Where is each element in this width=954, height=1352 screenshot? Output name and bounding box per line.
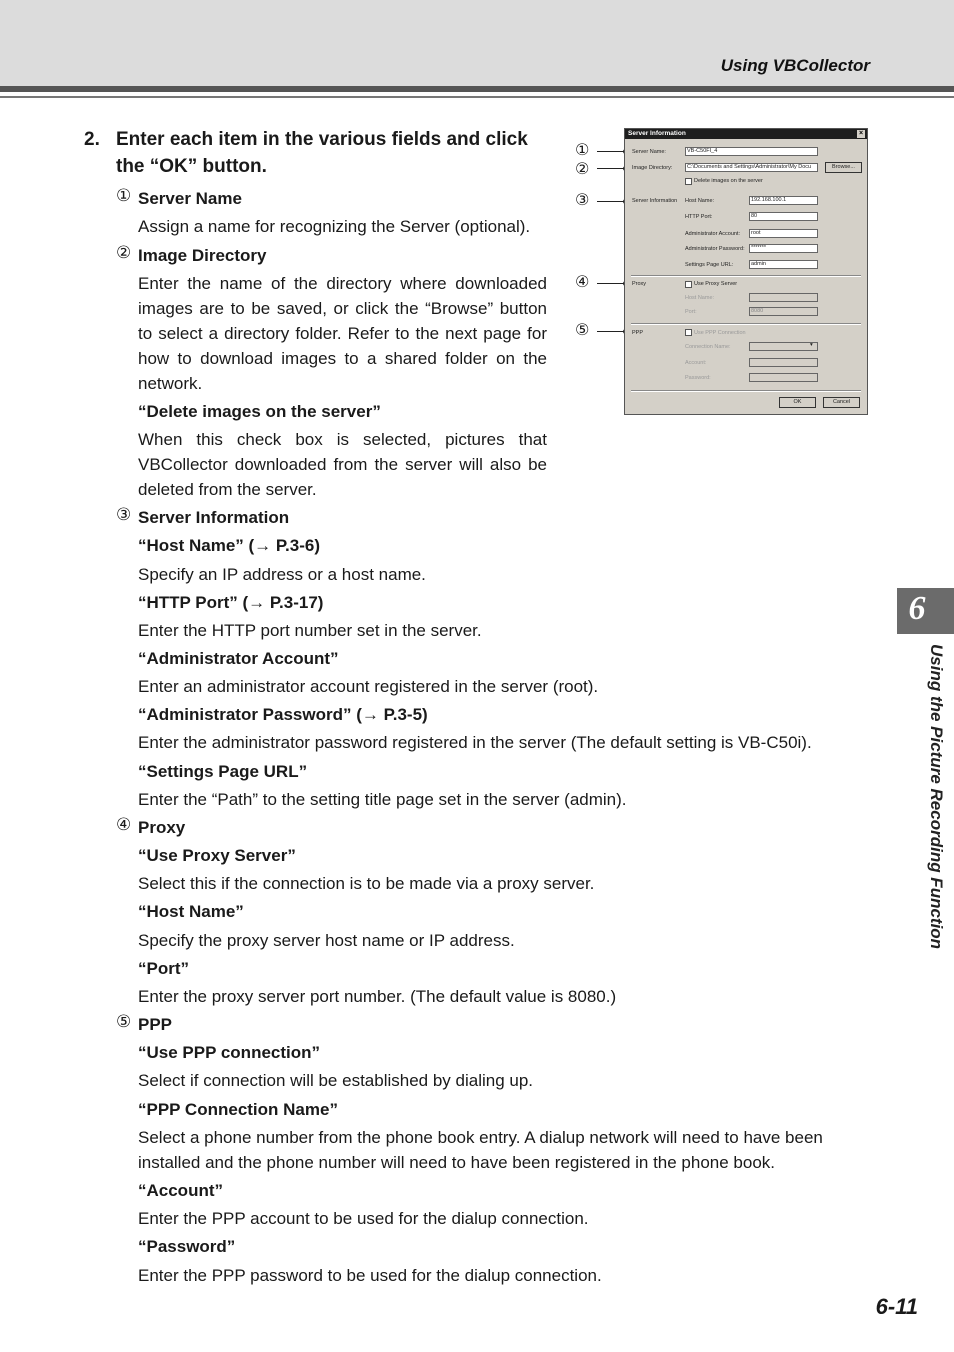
http-port-title: “HTTP Port” (→ P.3-17) <box>138 593 324 612</box>
page-number: 6-11 <box>875 1294 918 1319</box>
server-name-input[interactable]: VB-C50FI_4 <box>685 147 818 156</box>
marker-5: ⑤ <box>116 1012 132 1031</box>
delete-images-desc: When this check box is selected, pictures that VBCollector downloaded from the server will also be deleted from the server. <box>138 430 547 499</box>
marker-1: ① <box>116 186 132 205</box>
host-name-desc: Specify an IP address or a host name. <box>138 565 426 584</box>
use-ppp-title: “Use PPP connection” <box>138 1043 321 1062</box>
ppp-account-desc: Enter the PPP account to be used for the dialup connection. <box>138 1209 589 1228</box>
http-port-input[interactable]: 80 <box>749 212 818 221</box>
admin-password-desc: Enter the administrator password registered in the server (The default setting is VB-C50i). <box>138 733 812 752</box>
marker-3: ③ <box>116 505 132 524</box>
header-rule-thin <box>0 96 954 98</box>
proxy-port-title: “Port” <box>138 959 189 978</box>
callout-1: ① <box>575 142 590 159</box>
dlg-pass-label: Administrator Password: <box>685 246 745 252</box>
admin-password-input[interactable]: ******* <box>749 244 818 253</box>
http-port-desc: Enter the HTTP port number set in the server. <box>138 621 482 640</box>
use-proxy-desc: Select this if the connection is to be made via a proxy server. <box>138 874 595 893</box>
ok-button[interactable]: OK <box>779 397 816 408</box>
dlg-ppp-pass-label: Password: <box>685 375 711 381</box>
dlg-proxy-port-label: Port: <box>685 309 697 315</box>
settings-url-desc: Enter the “Path” to the setting title page set in the server (admin). <box>138 790 627 809</box>
use-ppp-desc: Select if connection will be established by dialing up. <box>138 1071 534 1090</box>
ppp-password-title: “Password” <box>138 1237 236 1256</box>
dlg-use-proxy-label: Use Proxy Server <box>694 281 738 287</box>
image-directory-input[interactable]: C:\Documents and Settings\Administrator\My Docu <box>685 163 818 172</box>
server-info-title: Server Information <box>138 508 290 527</box>
proxy-host-title: “Host Name” <box>138 902 244 921</box>
dlg-host-label: Host Name: <box>685 198 715 204</box>
dlg-use-ppp-label: Use PPP Connection <box>694 330 746 336</box>
ppp-account-input[interactable] <box>749 358 818 367</box>
close-icon[interactable]: × <box>858 130 864 137</box>
chapter-tab <box>897 588 954 634</box>
chapter-side-title: Using the Picture Recording Function <box>927 644 946 950</box>
ppp-title: PPP <box>138 1015 173 1034</box>
callout-line-5 <box>597 331 625 332</box>
dlg-image-dir-label: Image Directory: <box>632 165 673 171</box>
ppp-password-desc: Enter the PPP password to be used for the dialup connection. <box>138 1266 602 1285</box>
proxy-port-input[interactable]: 8080 <box>749 307 818 316</box>
cancel-button[interactable]: Cancel <box>823 397 860 408</box>
dlg-conn-label: Connection Name: <box>685 344 731 350</box>
dlg-port-label: HTTP Port: <box>685 214 713 220</box>
host-name-title: “Host Name” (→ P.3-6) <box>138 536 321 555</box>
connection-name-select[interactable] <box>749 342 818 351</box>
proxy-host-desc: Specify the proxy server host name or IP address. <box>138 931 515 950</box>
admin-account-input[interactable]: root <box>749 229 818 238</box>
proxy-port-desc: Enter the proxy server port number. (The default value is 8080.) <box>138 987 617 1006</box>
dlg-url-label: Settings Page URL: <box>685 262 734 268</box>
proxy-title: Proxy <box>138 818 186 837</box>
ppp-account-title: “Account” <box>138 1181 223 1200</box>
dlg-server-name-label: Server Name: <box>632 149 666 155</box>
image-directory-title: Image Directory <box>138 246 267 265</box>
admin-account-title: “Administrator Account” <box>138 649 339 668</box>
callout-3: ③ <box>575 192 590 209</box>
ppp-conn-name-title: “PPP Connection Name” <box>138 1100 338 1119</box>
callout-2: ② <box>575 161 590 178</box>
dlg-proxy-host-label: Host Name: <box>685 295 715 301</box>
dialog-separator <box>631 275 861 277</box>
callout-line-1 <box>597 151 625 152</box>
chapter-number: 6 <box>908 590 926 627</box>
admin-password-title: “Administrator Password” (→ P.3-5) <box>138 705 428 724</box>
server-information-dialog <box>624 128 868 415</box>
dlg-ppp-label: PPP <box>632 330 644 336</box>
callout-line-2 <box>597 168 625 169</box>
browse-button[interactable]: Browse... <box>825 162 862 173</box>
dialog-separator <box>631 323 861 325</box>
delete-images-title: “Delete images on the server” <box>138 402 381 421</box>
proxy-host-input[interactable] <box>749 293 818 302</box>
header-rule <box>0 86 954 92</box>
callout-5: ⑤ <box>575 322 590 339</box>
image-directory-desc: Enter the name of the directory where downloaded images are to be saved, or click the “Browse” button to select a directory folder. Refer to the next page for how to download images to a shared folder on the network. <box>138 274 547 393</box>
marker-2: ② <box>116 243 132 262</box>
callout-line-4 <box>597 283 625 284</box>
marker-4: ④ <box>116 815 132 834</box>
dialog-title: Server Information <box>628 130 686 137</box>
server-name-desc: Assign a name for recognizing the Server (optional). <box>138 217 531 236</box>
chevron-down-icon[interactable]: ▾ <box>810 342 813 348</box>
step-text: Enter each item in the various fields and click the “OK” button. <box>116 129 528 177</box>
use-proxy-checkbox[interactable] <box>685 281 692 288</box>
host-name-input[interactable]: 192.168.100.1 <box>749 196 818 205</box>
step-number: 2. <box>84 129 100 150</box>
dialog-separator <box>631 390 861 392</box>
callout-4: ④ <box>575 274 590 291</box>
ppp-password-input[interactable] <box>749 373 818 382</box>
dlg-server-info-label: Server Information <box>632 198 678 204</box>
step-heading <box>84 126 554 180</box>
dlg-proxy-label: Proxy <box>632 281 647 287</box>
use-proxy-title: “Use Proxy Server” <box>138 846 296 865</box>
dialog-titlebar <box>625 129 867 139</box>
settings-url-title: “Settings Page URL” <box>138 762 308 781</box>
dlg-ppp-acct-label: Account: <box>685 360 707 366</box>
section-title: Using VBCollector <box>720 56 870 75</box>
admin-account-desc: Enter an administrator account registered in the server (root). <box>138 677 599 696</box>
dlg-acct-label: Administrator Account: <box>685 231 741 237</box>
dlg-delete-label: Delete images on the server <box>694 178 763 184</box>
use-ppp-checkbox[interactable] <box>685 329 692 336</box>
callout-line-3 <box>597 201 625 202</box>
ppp-conn-name-desc: Select a phone number from the phone book entry. A dialup network will need to have been installed and the phone number will need to have been registered in the phone book. <box>138 1128 823 1172</box>
delete-images-checkbox[interactable] <box>685 178 692 185</box>
server-name-title: Server Name <box>138 189 242 208</box>
settings-url-input[interactable]: admin <box>749 260 818 269</box>
